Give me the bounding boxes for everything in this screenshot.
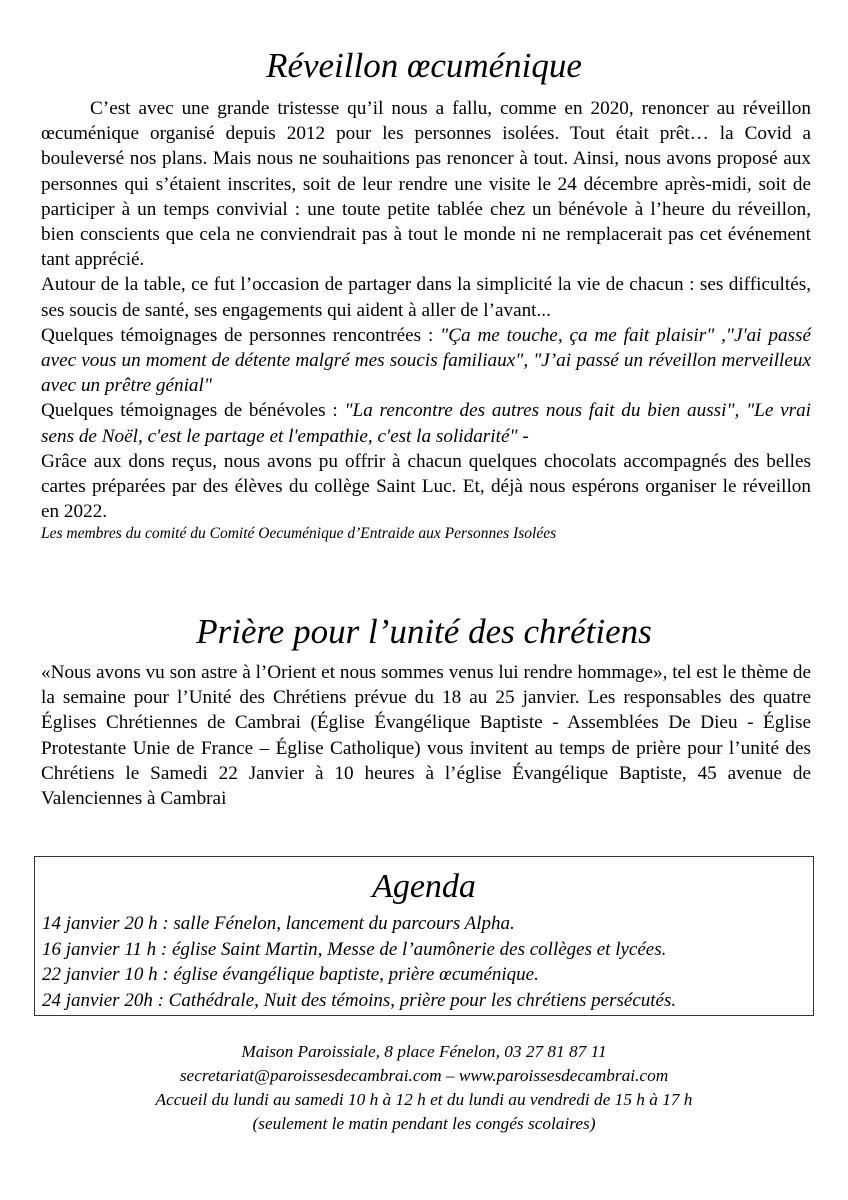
- reveillon-paragraph-1: C’est avec une grande tristesse qu’il nous a fallu, comme en 2020, renoncer au réveillon œcuménique organisé depuis 2012 pour les personnes isolées. Tout était prêt… la Covid a bouleversé nos plans. Mais nous ne souhaitions pas renoncer à tout. Ainsi, nous avons proposé aux personnes qui s’étaient inscrites, soit de leur rendre une visite le 24 décembre après-midi, soit de participer à un temps convivial : une toute petite tablée chez un bénévole à l’heure du réveillon, bien conscients que cela ne conviendrait pas à tout le monde ni ne remplacerait pas cet événement tant apprécié.: [41, 98, 811, 271]
- agenda-box: [34, 856, 814, 1016]
- agenda-item: 22 janvier 10 h : église évangélique baptiste, prière œcuménique.: [42, 964, 539, 985]
- reveillon-article: [41, 96, 811, 544]
- footer-hours: Accueil du lundi au samedi 10 h à 12 h et du lundi au vendredi de 15 h à 17 h: [155, 1090, 693, 1109]
- footer-address: Maison Paroissiale, 8 place Fénelon, 03 27 81 87 11: [241, 1042, 607, 1061]
- testimonies-lead: Quelques témoignages de personnes rencontrées :: [41, 324, 441, 346]
- reveillon-signature: Les membres du comité du Comité Oecuménique d’Entraide aux Personnes Isolées: [41, 525, 557, 543]
- agenda-item: 16 janvier 11 h : église Saint Martin, Messe de l’aumônerie des collèges et lycées.: [42, 938, 667, 960]
- testimonies-quotes: "Ça me touche, ça me fait plaisir" ,"J'ai passé avec vous un moment de détente malgré mes soucis familiaux", "J’ai passé un réveillon merveilleux avec un prêtre génial": [41, 324, 812, 397]
- agenda-item: 14 janvier 20 h : salle Fénelon, lancement du parcours Alpha.: [42, 913, 515, 934]
- footer-contacts: secretariat@paroissesdecambrai.com – www.paroissesdecambrai.com: [179, 1066, 669, 1085]
- section-title-priere: Prière pour l’unité des chrétiens: [196, 612, 652, 651]
- reveillon-paragraph-4: [41, 398, 811, 448]
- priere-paragraph: «Nous avons vu son astre à l’Orient et nous sommes venus lui rendre hommage», tel est le thème de la semaine pour l’Unité des Chrétiens prévue du 18 au 25 janvier. Les responsables des quatre Églises Chrétiennes de Cambrai (Église Évangélique Baptiste - Assemblées De Dieu - Église Protestante Unie de France – Église Catholique) vous invitent au temps de prière pour l’unité des Chrétiens le Samedi 22 Janvier à 10 heures à l’église Évangélique Baptiste, 45 avenue de Valenciennes à Cambrai: [41, 662, 811, 810]
- reveillon-paragraph-3: [41, 323, 811, 399]
- footer-note: (seulement le matin pendant les congés scolaires): [252, 1114, 596, 1133]
- volunteers-lead: Quelques témoignages de bénévoles :: [41, 400, 345, 422]
- volunteers-quotes: "La rencontre des autres nous fait du bien aussi", "Le vrai sens de Noël, c'est le partage et l'empathie, c'est la solidarité": [41, 400, 812, 447]
- agenda-list: [35, 911, 813, 1013]
- reveillon-paragraph-5: Grâce aux dons reçus, nous avons pu offrir à chacun quelques chocolats accompagnés des belles cartes préparées par des élèves du collège Saint Luc. Et, déjà nous espérons organiser le réveillon en 2022.: [41, 450, 811, 523]
- section-title-reveillon: Réveillon œcuménique: [266, 46, 582, 85]
- reveillon-paragraph-2: Autour de la table, ce fut l’occasion de partager dans la simplicité la vie de chacun : ses difficultés, ses soucis de santé, ses engagements qui aident à aller de l’avant...: [41, 274, 811, 321]
- priere-article: [41, 660, 811, 811]
- contact-footer: [0, 1040, 848, 1136]
- agenda-title: Agenda: [372, 868, 476, 905]
- volunteers-tail: -: [517, 425, 529, 447]
- agenda-item: 24 janvier 20h : Cathédrale, Nuit des témoins, prière pour les chrétiens persécutés.: [42, 989, 677, 1011]
